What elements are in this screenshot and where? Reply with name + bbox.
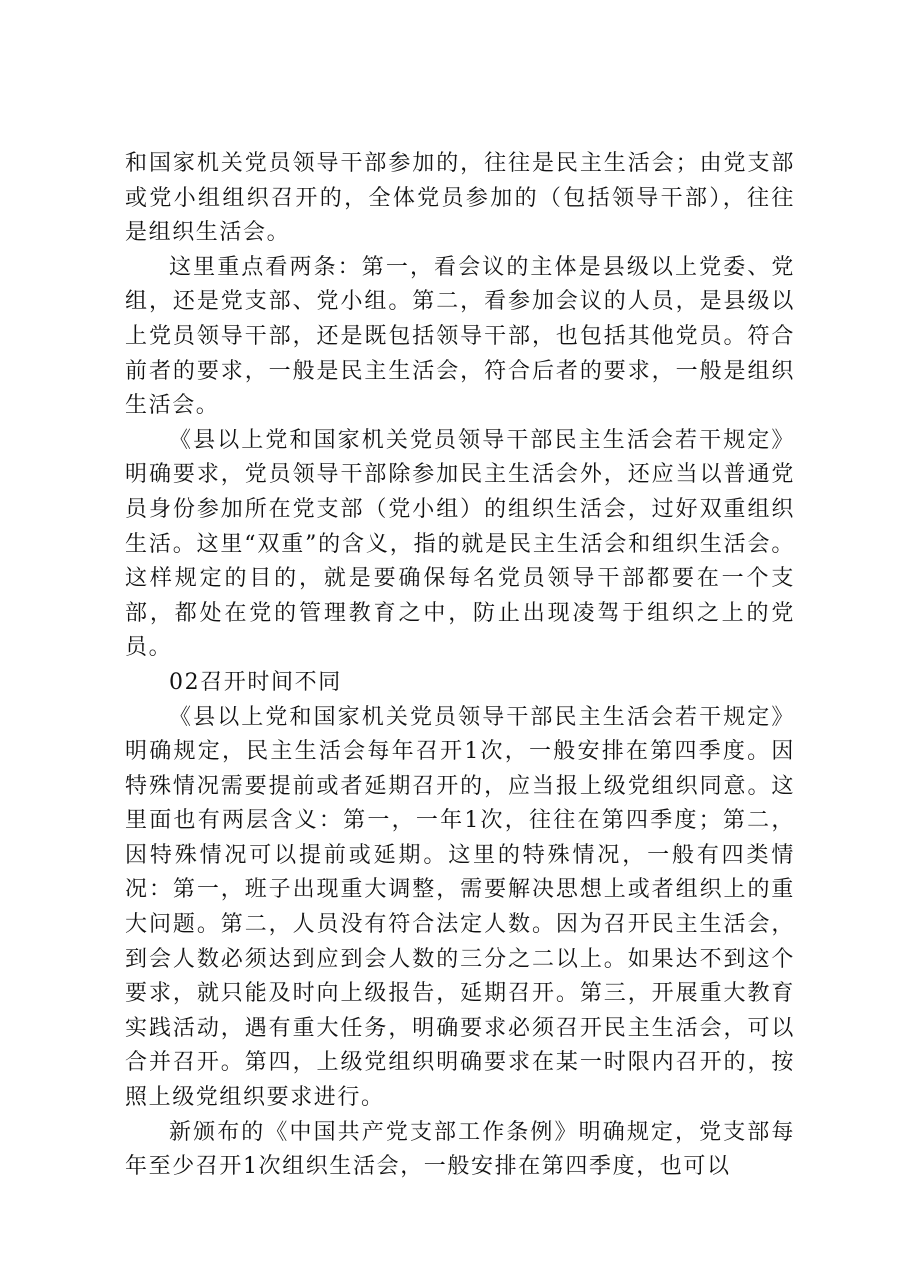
paragraph-continued: 和国家机关党员领导干部参加的，往往是民主生活会；由党支部或党小组组织召开的，全体党员参加的（包括领导干部），往往是组织生活会。 [125, 151, 795, 246]
body-text [125, 147, 795, 1185]
paragraph-key-points: 这里重点看两条：第一，看会议的主体是县级以上党委、党组，还是党支部、党小组。第二，看参加会议的人员，是县级以上党员领导干部，还是既包括领导干部，也包括其他党员。符合前者的要求，一般是民主生活会，符合后者的要求，一般是组织生活会。 [125, 254, 795, 419]
paragraph-dual-life: 《县以上党和国家机关党员领导干部民主生活会若干规定》明确要求，党员领导干部除参加民主生活会外，还应当以普通党员身份参加所在党支部（党小组）的组织生活会，过好双重组织生活。这里“双重”的含义，指的就是民主生活会和组织生活会。这样规定的目的，就是要确保每名党员领导干部都要在一个支部，都处在党的管理教育之中，防止出现凌驾于组织之上的党员。 [125, 427, 795, 661]
paragraph-timing: 《县以上党和国家机关党员领导干部民主生活会若干规定》明确规定，民主生活会每年召开1次，一般安排在第四季度。因特殊情况需要提前或者延期召开的，应当报上级党组织同意。这里面也有两层含义：第一，一年1次，往往在第四季度；第二，因特殊情况可以提前或延期。这里的特殊情况，一般有四类情况：第一，班子出现重大调整，需要解决思想上或者组织上的重大问题。第二，人员没有符合法定人数。因为召开民主生活会，到会人数必须达到应到会人数的三分之二以上。如果达不到这个要求，就只能及时向上级报告，延期召开。第三，开展重大教育实践活动，遇有重大任务，明确要求必须召开民主生活会，可以合并召开。第四，上级党组织明确要求在某一时限内召开的，按照上级党组织要求进行。 [125, 704, 795, 1111]
paragraph-branch-regulation: 新颁布的《中国共产党支部工作条例》明确规定，党支部每年至少召开1次组织生活会，一般安排在第四季度，也可以 [125, 1119, 795, 1180]
section-heading: 02召开时间不同 [169, 669, 342, 695]
